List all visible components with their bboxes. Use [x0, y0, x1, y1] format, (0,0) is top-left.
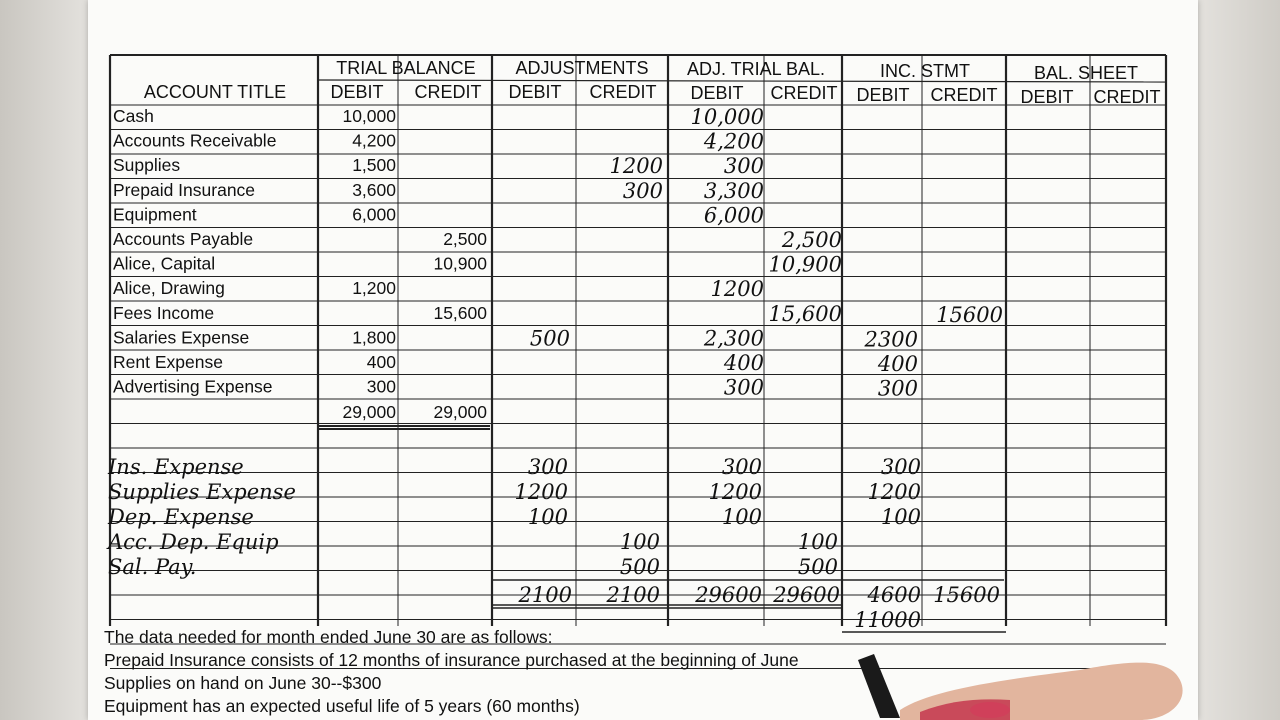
is-debit-cell: 100 [880, 505, 921, 529]
tb-total-debit: 29,000 [342, 402, 396, 422]
atb-debit-cell: 6,000 [703, 203, 764, 228]
added-account-title: Dep. Expense [108, 505, 254, 529]
adj-debit-cell: 500 [529, 326, 570, 351]
header-account-title: ACCOUNT TITLE [143, 82, 287, 102]
account-title: Accounts Receivable [113, 130, 277, 151]
header-adjustments: ADJUSTMENTS [515, 58, 649, 78]
account-title: Rent Expense [113, 352, 223, 372]
tb-debit-cell: 1,800 [352, 327, 396, 348]
header-bs-credit: CREDIT [1093, 87, 1161, 107]
tb-credit-cell: 15,600 [433, 302, 487, 323]
is-debit-cell: 2300 [864, 327, 918, 352]
atb-credit-cell: 15,600 [768, 301, 842, 326]
atb-debit-cell: 300 [723, 375, 764, 400]
header-adj-credit: CREDIT [589, 82, 657, 102]
atb-total-credit: 29600 [773, 583, 840, 607]
adj-credit-cell: 100 [619, 530, 660, 554]
header-adj-trial-bal: ADJ. TRIAL BAL. [686, 59, 826, 79]
header-is-debit: DEBIT [856, 85, 910, 105]
added-account-rows [106, 455, 921, 579]
hand-with-pen [840, 640, 1280, 720]
account-title: Accounts Payable [113, 229, 254, 249]
account-title: Alice, Capital [113, 253, 216, 274]
header-trial-balance: TRIAL BALANCE [336, 58, 476, 78]
grid-text [144, 58, 1161, 107]
tb-debit-cell: 4,200 [352, 130, 396, 151]
tb-debit-cell: 10,000 [342, 106, 396, 126]
is-total-credit: 15600 [933, 583, 1000, 607]
account-title: Alice, Drawing [113, 278, 225, 299]
note-line: Equipment has an expected useful life of 5 years (60 months) [104, 696, 580, 716]
atb-debit-cell: 2,300 [703, 326, 764, 351]
adj-credit-cell: 500 [619, 555, 660, 579]
is-debit-cell: 1200 [867, 480, 921, 504]
atb-credit-cell: 10,900 [768, 252, 842, 277]
atb-debit-cell: 300 [721, 455, 762, 479]
atb-debit-cell: 100 [721, 505, 762, 529]
atb-debit-cell: 3,300 [703, 178, 764, 203]
account-title: Advertising Expense [113, 376, 273, 397]
tb-total-credit: 29,000 [433, 402, 487, 422]
account-title: Salaries Expense [113, 327, 250, 348]
tb-debit-cell: 6,000 [352, 204, 396, 225]
tb-debit-cell: 300 [366, 376, 396, 397]
is-credit-cell: 15600 [936, 302, 1003, 327]
added-account-title: Acc. Dep. Equip [108, 530, 279, 554]
is-debit-cell: 300 [880, 455, 921, 479]
is-total-debit: 4600 [867, 583, 921, 607]
account-title: Supplies [113, 155, 181, 176]
atb-credit-cell: 2,500 [781, 228, 842, 252]
header-tb-debit: DEBIT [330, 82, 384, 102]
added-account-title: Sal. Pay. [108, 555, 197, 579]
header-adj-debit: DEBIT [508, 82, 562, 102]
adj-debit-cell: 100 [527, 505, 568, 529]
added-account-title: Ins. Expense [108, 455, 244, 479]
account-rows [113, 105, 1003, 401]
adj-credit-cell: 300 [622, 178, 663, 203]
net-income-amount: 11000 [854, 608, 921, 632]
adj-total-credit: 2100 [606, 583, 660, 607]
account-title: Prepaid Insurance [113, 179, 256, 200]
atb-debit-cell: 10,000 [690, 105, 764, 129]
note-line: Supplies on hand on June 30--$300 [104, 673, 382, 693]
is-debit-cell: 300 [877, 376, 918, 401]
atb-total-debit: 29600 [695, 583, 762, 607]
atb-debit-cell: 300 [723, 154, 764, 179]
is-debit-cell: 400 [877, 352, 918, 376]
adj-total-debit: 2100 [518, 583, 572, 607]
tb-credit-cell: 2,500 [443, 229, 487, 249]
tb-debit-cell: 1,200 [352, 278, 396, 299]
added-account-title: Supplies Expense [108, 480, 296, 504]
account-title: Equipment [113, 204, 197, 225]
adj-credit-cell: 1200 [609, 154, 663, 179]
atb-credit-cell: 500 [797, 555, 838, 579]
tb-debit-cell: 1,500 [352, 155, 396, 176]
atb-debit-cell: 4,200 [703, 129, 764, 154]
account-title: Cash [113, 106, 154, 126]
tb-debit-cell: 400 [366, 352, 396, 372]
atb-debit-cell: 1200 [710, 277, 764, 302]
header-bs-debit: DEBIT [1020, 87, 1074, 107]
atb-debit-cell: 1200 [708, 480, 762, 504]
atb-credit-cell: 100 [797, 530, 838, 554]
tb-debit-cell: 3,600 [352, 179, 396, 200]
header-atb-debit: DEBIT [690, 83, 744, 103]
note-line: The data needed for month ended June 30 are as follows: [104, 627, 553, 647]
header-is-credit: CREDIT [930, 85, 998, 105]
header-inc-stmt: INC. STMT [880, 61, 970, 81]
tb-credit-cell: 10,900 [433, 253, 487, 274]
note-line: Prepaid Insurance consists of 12 months of insurance purchased at the beginning of June [104, 650, 799, 670]
atb-debit-cell: 400 [723, 351, 764, 375]
adj-debit-cell: 1200 [514, 480, 568, 504]
header-tb-credit: CREDIT [414, 82, 482, 102]
header-bal-sheet: BAL. SHEET [1033, 63, 1139, 83]
adj-debit-cell: 300 [527, 455, 568, 479]
account-title: Fees Income [113, 302, 215, 323]
header-atb-credit: CREDIT [770, 83, 838, 103]
